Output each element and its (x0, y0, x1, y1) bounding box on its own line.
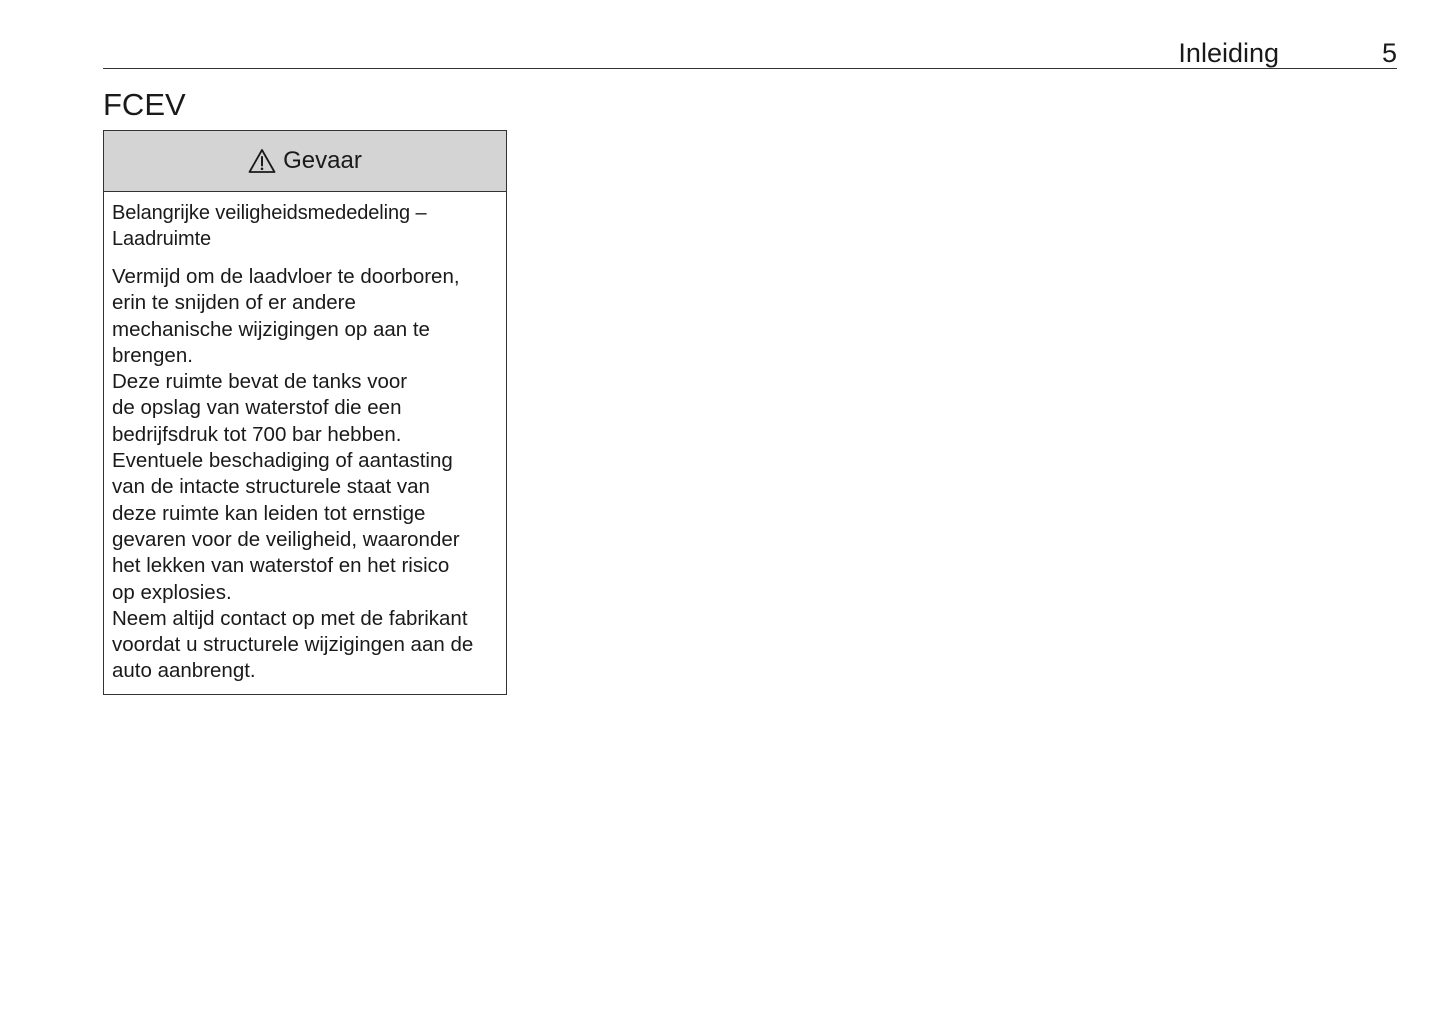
warning-text-line: Deze ruimte bevat de tanks voor (112, 370, 408, 394)
page-number: 5 (1381, 38, 1397, 68)
warning-header (104, 131, 506, 192)
warning-text-line: Neem altijd contact op met de fabrikant (112, 606, 468, 630)
warning-body (104, 192, 506, 694)
warning-text-line: het lekken van waterstof en het risico (112, 554, 450, 578)
warning-text-line: erin te snijden of er andere (112, 291, 356, 315)
warning-text (112, 264, 498, 685)
warning-text-line: mechanische wijzigingen op aan te (112, 317, 430, 341)
warning-text-line: bedrijfsdruk tot 700 bar hebben. (112, 422, 402, 446)
warning-text-line: Vermijd om de laadvloer te doorboren, (112, 265, 460, 288)
warning-text-line: brengen. (112, 343, 193, 367)
warning-text-line: Eventuele beschadiging of aantasting (112, 449, 453, 473)
warning-text-line: de opslag van waterstof die een (112, 396, 402, 420)
warning-subtitle-line: Laadruimte (112, 228, 212, 250)
warning-text-line: voordat u structurele wijzigingen aan de (112, 633, 474, 657)
danger-warning-box (103, 130, 507, 695)
warning-triangle-icon (248, 148, 276, 174)
warning-subtitle-line: Belangrijke veiligheidsmededeling – (112, 202, 427, 224)
running-header (103, 36, 1397, 69)
chapter-title: Inleiding (1178, 38, 1279, 68)
warning-text-line: gevaren voor de veiligheid, waaronder (112, 527, 460, 551)
warning-subtitle (112, 200, 498, 252)
section-title: FCEV (103, 87, 186, 122)
warning-text-line: auto aanbrengt. (112, 659, 256, 683)
warning-label: Gevaar (283, 147, 362, 174)
warning-text-line: deze ruimte kan leiden tot ernstige (112, 501, 426, 525)
warning-text-line: van de intacte structurele staat van (112, 475, 430, 499)
warning-text-line: op explosies. (112, 580, 232, 604)
